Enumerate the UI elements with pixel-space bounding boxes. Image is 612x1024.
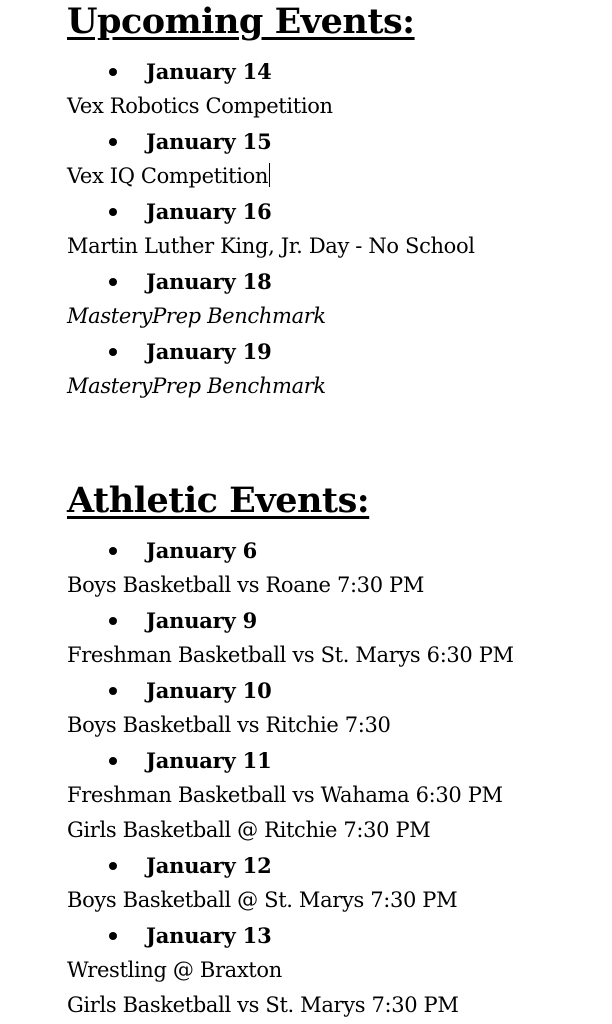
bullet-icon <box>109 547 117 555</box>
event-date: January 19 <box>146 339 272 364</box>
event-description: Martin Luther King, Jr. Day - No School <box>67 234 475 258</box>
bullet-icon <box>109 348 117 356</box>
bullet-icon <box>109 617 117 625</box>
bullet-icon <box>109 208 117 216</box>
upcoming-events-list <box>67 54 475 404</box>
bullet-icon <box>109 138 117 146</box>
list-item <box>67 54 475 89</box>
event-date: January 9 <box>146 608 258 633</box>
event-description-editable[interactable] <box>67 159 475 194</box>
event-description: Vex IQ Competition <box>67 164 269 188</box>
event-date: January 15 <box>146 129 272 154</box>
event-date: January 11 <box>146 748 272 773</box>
list-item <box>67 673 514 708</box>
list-item <box>67 533 514 568</box>
event-description: Freshman Basketball vs St. Marys 6:30 PM <box>67 643 514 667</box>
list-item <box>67 743 514 778</box>
upcoming-events-section <box>67 2 475 404</box>
list-item <box>67 918 514 953</box>
text-cursor <box>269 163 270 187</box>
list-item <box>67 848 514 883</box>
event-date: January 10 <box>146 678 272 703</box>
event-description: Freshman Basketball vs Wahama 6:30 PM <box>67 783 503 807</box>
event-description: Girls Basketball @ Ritchie 7:30 PM <box>67 818 431 842</box>
event-date: January 16 <box>146 199 272 224</box>
event-description: Boys Basketball vs Roane 7:30 PM <box>67 573 424 597</box>
list-item <box>67 124 475 159</box>
event-description: Wrestling @ Braxton <box>67 958 282 982</box>
event-date: January 6 <box>146 538 258 563</box>
event-description: Boys Basketball @ St. Marys 7:30 PM <box>67 888 458 912</box>
bullet-icon <box>109 68 117 76</box>
event-date: January 13 <box>146 923 272 948</box>
event-date: January 14 <box>146 59 272 84</box>
event-date: January 12 <box>146 853 272 878</box>
event-date: January 18 <box>146 269 272 294</box>
list-item <box>67 194 475 229</box>
event-description: MasteryPrep Benchmark <box>67 374 326 398</box>
event-description: Girls Basketball vs St. Marys 7:30 PM <box>67 993 459 1017</box>
athletic-events-section <box>67 481 514 1023</box>
event-description: MasteryPrep Benchmark <box>67 304 326 328</box>
event-description: Vex Robotics Competition <box>67 94 333 118</box>
bullet-icon <box>109 862 117 870</box>
event-description: Boys Basketball vs Ritchie 7:30 <box>67 713 391 737</box>
bullet-icon <box>109 932 117 940</box>
list-item <box>67 264 475 299</box>
list-item <box>67 603 514 638</box>
upcoming-events-heading: Upcoming Events: <box>67 1 415 42</box>
athletic-events-list <box>67 533 514 1023</box>
list-item <box>67 334 475 369</box>
bullet-icon <box>109 278 117 286</box>
bullet-icon <box>109 687 117 695</box>
athletic-events-heading: Athletic Events: <box>67 480 370 521</box>
bullet-icon <box>109 757 117 765</box>
